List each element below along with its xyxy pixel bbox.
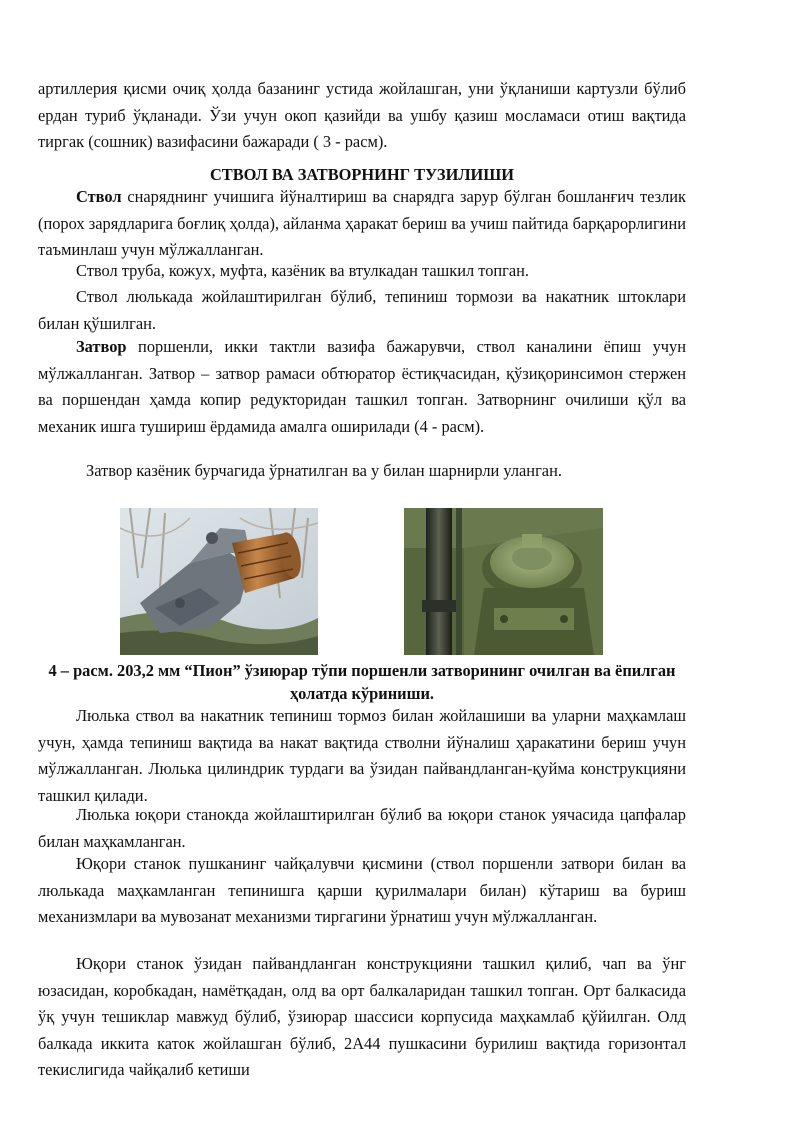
term-zatvor: Затвор <box>76 337 127 356</box>
photo-breech-open <box>120 508 318 655</box>
paragraph-zatvor-text: поршенли, икки тактли вазифа бажарувчи, ствол каналини ёпиш учун мўлжалланган. Затвор – затвор рамаси обтюратор ёстиқчасидан, қўзиқоринсимон стержен ва поршендан ҳамда копир редукторидан ташкил топган. Затворнинг очилиши қўл ва механик ишга тушириш ёрдамида амалга оширилади (4 - расм). <box>38 337 686 436</box>
figure-caption: 4 – расм. 203,2 мм “Пион” ўзиюрар тўпи поршенли затворининг очилган ва ёпилган ҳолатда кўриниши. <box>48 661 676 703</box>
paragraph-stvol-mount: Ствол люлькада жойлаштирилган бўлиб, тепиниш тормози ва накатник штоклари билан қўшилган. <box>38 287 686 333</box>
paragraph-stvol-parts: Ствол труба, кожух, муфта, казёник ва втулкадан ташкил топган. <box>76 261 530 280</box>
section-heading: СТВОЛ ВА ЗАТВОРНИНГ ТУЗИЛИШИ <box>209 165 515 184</box>
paragraph-zatvor <box>38 334 686 440</box>
paragraph-lyulka-mount: Люлька юқори станокда жойлаштирилган бўлиб ва юқори станок уячасида цапфалар билан маҳкамланган. <box>38 805 686 851</box>
paragraph-stanok-purpose: Юқори станок пушканинг чайқалувчи қисмини (ствол поршенли затвори билан ва люлькада маҳкамланган тепинишга қарши қурилмалари билан) кўтариш ва буриш механизмлари ва мувозанат механизми тиргагини ўрнатиш учун мўлжалланган. <box>38 854 686 926</box>
photo-breech-closed <box>404 508 603 655</box>
paragraph-lyulka-purpose: Люлька ствол ва накатник тепиниш тормоз билан жойлашиши ва уларни маҳкамлаш учун, ҳамда тепиниш вақтида ва накат вақтида стволни йўналиш ҳаракатини бериш учун мўлжалланган. Люлька цилиндрик турдаги ва ўзидан пайвандланган-қуйма конструкцияни ташкил қилади. <box>38 706 686 805</box>
photo-breech-open-image <box>120 508 318 655</box>
paragraph-stvol <box>38 184 686 264</box>
paragraph-intro: артиллерия қисми очиқ ҳолда базанинг устида жойлашган, уни ўқланиши картузли бўлиб ердан туриб ўқланади. Ўзи учун окоп қазийди ва ушбу қазиш мосламаси отиш вақтида тиргак (сошник) вазифасини бажаради ( 3 - расм). <box>38 79 686 151</box>
photo-breech-closed-image <box>404 508 603 655</box>
paragraph-zatvor-hinge: Затвор казёник бурчагида ўрнатилган ва у билан шарнирли уланган. <box>86 461 562 480</box>
term-stvol: Ствол <box>76 187 122 206</box>
paragraph-stanok-structure: Юқори станок ўзидан пайвандланган конструкцияни ташкил қилиб, чап ва ўнг юзасидан, коробкадан, намётқадан, олд ва орт балкаларидан ташкил топган. Орт балкасида ўқ учун тешиклар мавжуд бўлиб, ўзиюрар шассиси корпусида маҳкамлаб қўйилган. Олд балкада иккита каток жойлашган бўлиб, 2А44 пушкасини бурилиш вақтида горизонтал текислигида чайқалиб кетиши <box>38 954 686 1079</box>
paragraph-stvol-text: снаряднинг учишига йўналтириш ва снарядга зарур бўлган бошланғич тезлик (порох зарядларига боғлиқ ҳолда), айланма ҳаракат бериш ва учиш пайтида барқарорлигини таъминлаш учун мўлжалланган. <box>38 187 686 259</box>
